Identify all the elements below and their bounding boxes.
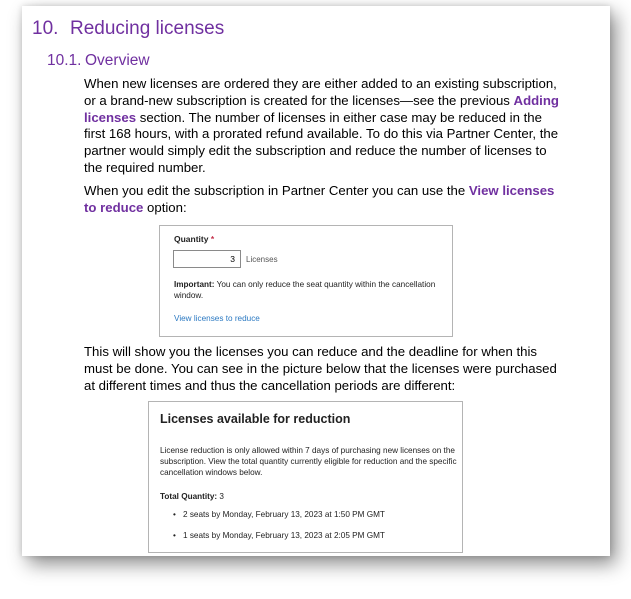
panel-description: License reduction is only allowed within 7 days of purchasing new licenses on the subscription. View the total quantity currently eligible for reduction and the specific cancellation windows below.: [160, 446, 457, 477]
licenses-panel-screenshot: [148, 401, 463, 553]
quantity-value: 3: [230, 254, 235, 264]
view-licenses-to-reduce-link[interactable]: View licenses to reduce: [174, 314, 260, 323]
required-mark: *: [210, 234, 215, 244]
paragraph-text: section. The number of licenses in either case may be reduced in the first 168 hours, with a prorated refund available. To do this via Partner Center, the partner would simply edit the subscription and reduce the number of licenses to the required number.: [84, 109, 559, 175]
licenses-unit: Licenses: [246, 255, 278, 264]
section-title: Reducing licenses: [70, 18, 225, 39]
paragraph-text: When new licenses are ordered they are either added to an existing subscription, or a brand-new subscription is created for the licenses—see the previous: [84, 76, 557, 108]
section-number: 10.: [32, 18, 59, 39]
adding-licenses-link[interactable]: Adding licenses: [84, 92, 559, 125]
subsection-heading: [47, 52, 150, 70]
list-item: • 1 seats by Monday, February 13, 2023 at 2:05 PM GMT: [173, 531, 385, 540]
quantity-screenshot: [159, 225, 453, 337]
document-page: [22, 6, 610, 556]
important-note: Important: You can only reduce the seat quantity within the cancellation window.: [174, 280, 436, 300]
paragraph-edit: [84, 183, 564, 217]
paragraph-intro: [84, 76, 564, 177]
total-quantity: Total Quantity: 3: [160, 492, 224, 501]
subsection-title: Overview: [85, 52, 150, 69]
paragraph-text: When you edit the subscription in Partner Center you can use the: [84, 183, 469, 198]
paragraph-deadline: This will show you the licenses you can reduce and the deadline for when this must be done. You can see in the picture below that the licenses were purchased at different times and thus the cancellation periods are different:: [84, 344, 557, 393]
subsection-number: 10.1.: [47, 52, 82, 69]
quantity-label: Quantity *: [174, 234, 215, 244]
quantity-input[interactable]: [173, 250, 241, 268]
view-licenses-link[interactable]: View licenses to reduce: [84, 183, 555, 215]
list-item: • 2 seats by Monday, February 13, 2023 at 1:50 PM GMT: [173, 510, 385, 519]
paragraph-text: option:: [143, 199, 187, 215]
section-heading: [32, 18, 224, 40]
panel-title: Licenses available for reduction: [160, 412, 351, 426]
